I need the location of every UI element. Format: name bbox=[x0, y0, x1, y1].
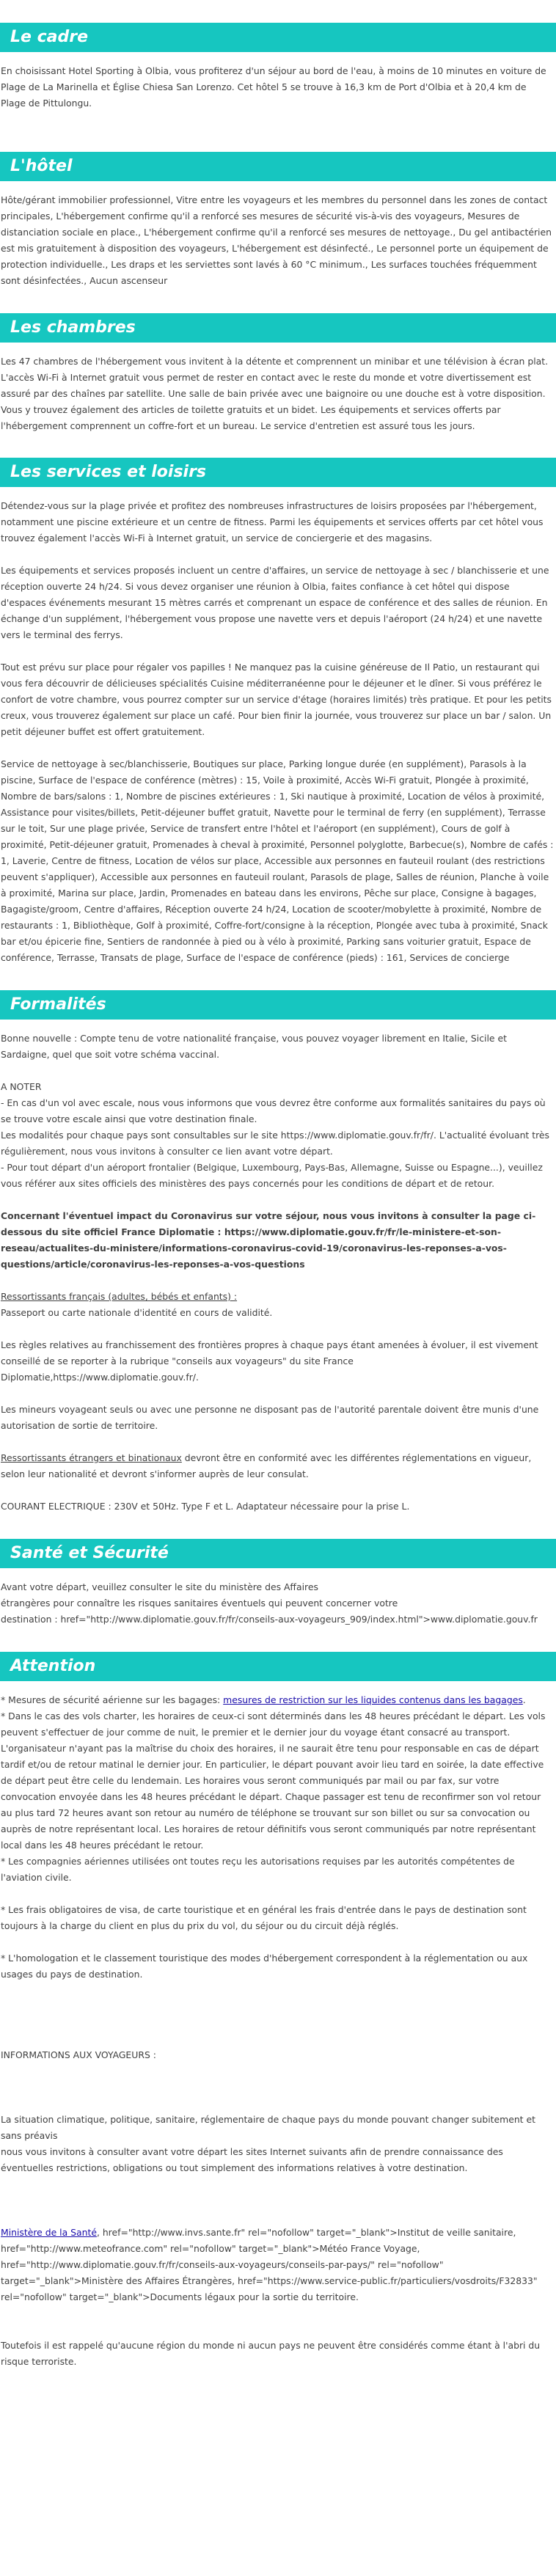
hotel-paragraph: Hôte/gérant immobilier professionnel, Vitre entre les voyageurs et les membres du personnel dans les zones de contact principales, L'hébergement confirme qu'il a renforcé ses mesures de sécurité vis-à-vis des voyageurs, Mesures de distanciation sociale en place., L'hébergement confirme qu'il a renforcé ses mesures de nettoyage., Du gel antibactérien est mis gratuitement à disposition des voyageurs, L'hébergement est désinfecté., Le personnel porte un équipement de protection individuelle., Les draps et les serviettes sont lavés à 60 °C minimum., Les surfaces touchées fréquemment sont désinfectées., Aucun ascenseur bbox=[1, 194, 552, 286]
ministere-sante-link[interactable]: Ministère de la Santé bbox=[1, 2227, 97, 2238]
attention-useful-links bbox=[0, 2225, 556, 2305]
attention-baggage-prefix: * Mesures de sécurité aérienne sur les bagages: bbox=[1, 1694, 224, 1705]
attention-climate-line-2: nous vous invitons à consulter avant votre départ les sites Internet suivants afin de prendre connaissance des éventuelles restrictions, obligations ou tout simplement des informations relatives à votre destination. bbox=[1, 2146, 503, 2173]
attention-visa-fees: * Les frais obligatoires de visa, de carte touristique et en général les frais d'entrée dans le pays de destination sont toujours à la charge du client en plus du prix du vol, du séjour ou du circuit déjà réglés. bbox=[1, 1904, 527, 1931]
formalites-note-title: A NOTER bbox=[1, 1081, 42, 1092]
section-title-sante: Santé et Sécurité bbox=[0, 1539, 556, 1568]
sante-line-3: destination : href="http://www.diplomatie.gouv.fr/fr/conseils-aux-voyageurs_909/index.html">www.diplomatie.gouv.fr bbox=[1, 1614, 538, 1625]
chambres-paragraph: Les 47 chambres de l'hébergement vous invitent à la détente et comprennent un minibar et une télévision à écran plat. L'accès Wi-Fi à Internet gratuit vous permet de rester en contact avec le reste du monde et votre divertissement est assuré par des chaînes par satellite. Une salle de bain privée avec une baignoire ou une douche est à votre disposition. Vous y trouvez également des articles de toilette gratuits et un bidet. Les équipements et services offerts par l'hébergement comprennent un coffre-fort et un bureau. Le service d'entretien est assuré tous les jours. bbox=[1, 356, 549, 431]
formalites-paragraph-7 bbox=[0, 1450, 556, 1482]
formalites-electric-current: COURANT ELECTRIQUE : 230V et 50Hz. Type F et L. Adaptateur nécessaire pour la prise L. bbox=[1, 1501, 410, 1512]
formalites-note-line-3: - Pour tout départ d'un aéroport frontalier (Belgique, Luxembourg, Pays-Bas, Allemagne, Suisse ou Espagne...), veuillez vous référer aux sites officiels des ministères des pays concernés pour les conditions de départ et de retour. bbox=[1, 1162, 543, 1189]
section-body-formalites bbox=[0, 1031, 556, 1515]
attention-homologation: * L'homologation et le classement touristique des modes d'hébergement correspondent à la réglementation ou aux usages du pays de destination. bbox=[1, 1953, 528, 1980]
formalites-paragraph-5: Les règles relatives au franchissement des frontières propres à chaque pays étant amenées à évoluer, il est vivement conseillé de se reporter à la rubrique "conseils aux voyageurs" du site France Diplomatie,https://www.diplomatie.gouv.fr/. bbox=[1, 1339, 538, 1383]
formalites-foreign-nationals-label: Ressortissants étrangers et binationaux bbox=[1, 1452, 182, 1463]
section-body-cadre bbox=[0, 63, 556, 111]
section-title-cadre: Le cadre bbox=[0, 23, 556, 52]
formalites-paragraph-6: Les mineurs voyageant seuls ou avec une personne ne disposant pas de l'autorité parentale doivent être munis d'une autorisation de sortie de territoire. bbox=[1, 1404, 539, 1431]
formalites-note-line-2: Les modalités pour chaque pays sont consultables sur le site https://www.diplomatie.gouv.fr/fr/. L'actualité évoluant très régulièrement, nous vous invitons à consulter ce lien avant votre départ. bbox=[1, 1130, 549, 1157]
section-title-attention: Attention bbox=[0, 1652, 556, 1681]
section-title-chambres: Les chambres bbox=[0, 313, 556, 343]
attention-baggage-measures bbox=[0, 1692, 556, 1708]
section-body-sante bbox=[0, 1579, 556, 1628]
formalites-note-line-1: - En cas d'un vol avec escale, nous vous informons que vous devrez être conforme aux formalités sanitaires du pays où se trouve votre escale ainsi que votre destination finale. bbox=[1, 1097, 546, 1124]
attention-climate-line-1: La situation climatique, politique, sanitaire, réglementaire de chaque pays du monde pouvant changer subitement et sans préavis bbox=[1, 2114, 535, 2141]
attention-useful-links-text: , href="http://www.invs.sante.fr" rel="nofollow" target="_blank">Institut de veille sanitaire, href="http://www.meteofrance.com" rel="nofollow" target="_blank">Météo France Voyage, href="http://www.diplomatie.gouv.fr/fr/conseils-aux-voyageurs/conseils-par-pays/" rel="nofollow" target="_blank">Ministère des Affaires Étrangères, href="https://www.service-public.fr/particuliers/vosdroits/F32833" rel="nofollow" target="_blank">Documents légaux pour la sortie du territoire. bbox=[1, 2227, 538, 2302]
cadre-paragraph: En choisissant Hotel Sporting à Olbia, vous profiterez d'un séjour au bord de l'eau, à moins de 10 minutes en voiture de Plage de La Marinella et Église Chiesa San Lorenzo. Cet hôtel 5 se trouve à 16,3 km de Port d'Olbia et à 20,4 km de Plage de Pittulongu. bbox=[1, 65, 546, 109]
attention-charter-flights: * Dans le cas des vols charter, les horaires de ceux-ci sont déterminés dans les 48 heures précédant le départ. Les vols peuvent s'effectuer de jour comme de nuit, le premier et le dernier jour du voyage étant consacré au transport. L'organisateur n'ayant pas la maîtrise du choix des horaires, il ne saurait être tenu pour responsable en cas de départ tardif et/ou de retour matinal le dernier jour. En particulier, le départ pouvant avoir lieu tard en soirée, la date effective de départ peut être celle du lendemain. Les horaires vous seront communiqués par mail ou par fax, sur votre convocation envoyée dans les 48 heures précédant le départ. Chaque passager est tenu de reconfirmer son vol retour au plus tard 72 heures avant son retour au numéro de téléphone se trouvant sur son billet ou sur sa convocation ou auprès de notre représentant local. Les horaires de retour définitifs vous seront communiqués par notre représentant local dans les 48 heures précédant le retour. bbox=[1, 1710, 546, 1851]
loisirs-paragraph-3: Tout est prévu sur place pour régaler vos papilles ! Ne manquez pas la cuisine généreuse de Il Patio, un restaurant qui vous fera découvrir de délicieuses spécialités Cuisine méditerranéenne pour le déjeuner et le dîner. Si vous préférez le confort de votre chambre, vous pourrez compter sur un service d'étage (horaires limités) très pratique. Et pour les petits creux, vous trouverez également sur place un café. Pour bien finir la journée, vous trouverez sur place un bar / salon. Un petit déjeuner buffet est offert gratuitement. bbox=[1, 662, 552, 737]
loisirs-paragraph-1: Détendez-vous sur la plage privée et profitez des nombreuses infrastructures de loisirs proposées par l'hébergement, notamment une piscine extérieure et un centre de fitness. Parmi les équipements et services offerts par cet hôtel vous trouvez également l'accès Wi-Fi à Internet gratuit, un service de conciergerie et des magasins. bbox=[1, 500, 544, 544]
liquids-restriction-link[interactable]: mesures de restriction sur les liquides contenus dans les bagages bbox=[223, 1694, 523, 1705]
sante-line-2: étrangères pour connaître les risques sanitaires éventuels qui peuvent concerner votre bbox=[1, 1598, 398, 1609]
formalites-french-nationals-body: Passeport ou carte nationale d'identité en cours de validité. bbox=[1, 1307, 273, 1318]
attention-travelers-info-title: INFORMATIONS AUX VOYAGEURS : bbox=[1, 2049, 156, 2060]
section-title-hotel: L'hôtel bbox=[0, 152, 556, 181]
attention-airlines: * Les compagnies aériennes utilisées ont toutes reçu les autorisations requises par les autorités compétentes de l'aviation civile. bbox=[1, 1856, 515, 1883]
section-body-hotel bbox=[0, 192, 556, 289]
section-title-loisirs: Les services et loisirs bbox=[0, 458, 556, 487]
section-body-loisirs bbox=[0, 498, 556, 966]
section-title-formalites: Formalités bbox=[0, 990, 556, 1020]
section-body-attention bbox=[0, 1692, 556, 2370]
loisirs-paragraph-4: Service de nettoyage à sec/blanchisserie, Boutiques sur place, Parking longue durée (en supplément), Parasols à la piscine, Surface de l'espace de conférence (mètres) : 15, Voile à proximité, Accès Wi-Fi gratuit, Plongée à proximité, Nombre de bars/salons : 1, Nombre de piscines extérieures : 1, Ski nautique à proximité, Location de vélos à proximité, Assistance pour visites/billets, Petit-déjeuner buffet gratuit, Navette pour le terminal de ferry (en supplément), Terrasse sur le toit, Sur une plage privée, Service de transfert entre l'hôtel et l'aéroport (en supplément), Cours de golf à proximité, Petit-déjeuner gratuit, Promenades à cheval à proximité, Personnel polyglotte, Barbecue(s), Nombre de cafés : 1, Laverie, Centre de fitness, Location de vélos sur place, Accessible aux personnes en fauteuil roulant (des restrictions peuvent s'appliquer), Accessible aux personnes en fauteuil roulant, Parasols de plage, Salles de réunion, Planche à voile à proximité, Marina sur place, Jardin, Promenades en bateau dans les environs, Pêche sur place, Consigne à bagages, Bagagiste/groom, Centre d'affaires, Réception ouverte 24 h/24, Location de scooter/mobylette à proximité, Nombre de restaurants : 1, Bibliothèque, Golf à proximité, Coffre-fort/consigne à la réception, Plongée avec tuba à proximité, Snack bar et/ou épicerie fine, Sentiers de randonnée à pied ou à vélo à proximité, Parking sans voiturier gratuit, Espace de conférence, Terrasse, Transats de plage, Surface de l'espace de conférence (pieds) : 161, Services de concierge bbox=[1, 758, 554, 963]
attention-baggage-suffix: . bbox=[522, 1694, 526, 1705]
formalites-paragraph-1: Bonne nouvelle : Compte tenu de votre nationalité française, vous pouvez voyager librement en Italie, Sicile et Sardaigne, quel que soit votre schéma vaccinal. bbox=[1, 1033, 507, 1060]
formalites-french-nationals-title: Ressortissants français (adultes, bébés et enfants) : bbox=[1, 1291, 238, 1302]
formalites-foreign-nationals-text: devront être en conformité avec les différentes réglementations en vigueur, selon leur nationalité et devront s'informer auprès de leur consulat. bbox=[1, 1452, 532, 1479]
section-body-chambres bbox=[0, 354, 556, 434]
formalites-coronavirus-notice: Concernant l'éventuel impact du Coronavirus sur votre séjour, nous vous invitons à consulter la page ci-dessous du site officiel France Diplomatie : https://www.diplomatie.gouv.fr/fr/le-ministere-et-son-reseau/actualites-du-ministere/informations-coronavirus-covid-19/coronavirus-les-reponses-a-vos-questions/article/coronavirus-les-reponses-a-vos-questions bbox=[1, 1210, 536, 1270]
loisirs-paragraph-2: Les équipements et services proposés incluent un centre d'affaires, un service de nettoyage à sec / blanchisserie et une réception ouverte 24 h/24. Si vous devez organiser une réunion à Olbia, faites confiance à cet hôtel qui dispose d'espaces événements mesurant 15 mètres carrés et comprenant un espace de conférence et des salles de réunion. En échange d'un supplément, l'hébergement vous propose une navette vers et depuis l'aéroport (24 h/24) et une navette vers le terminal des ferrys. bbox=[1, 565, 549, 640]
sante-line-1: Avant votre départ, veuillez consulter le site du ministère des Affaires bbox=[1, 1581, 318, 1592]
attention-terrorism-risk: Toutefois il est rappelé qu'aucune région du monde ni aucun pays ne peuvent être considérés comme étant à l'abri du risque terroriste. bbox=[1, 2340, 541, 2367]
